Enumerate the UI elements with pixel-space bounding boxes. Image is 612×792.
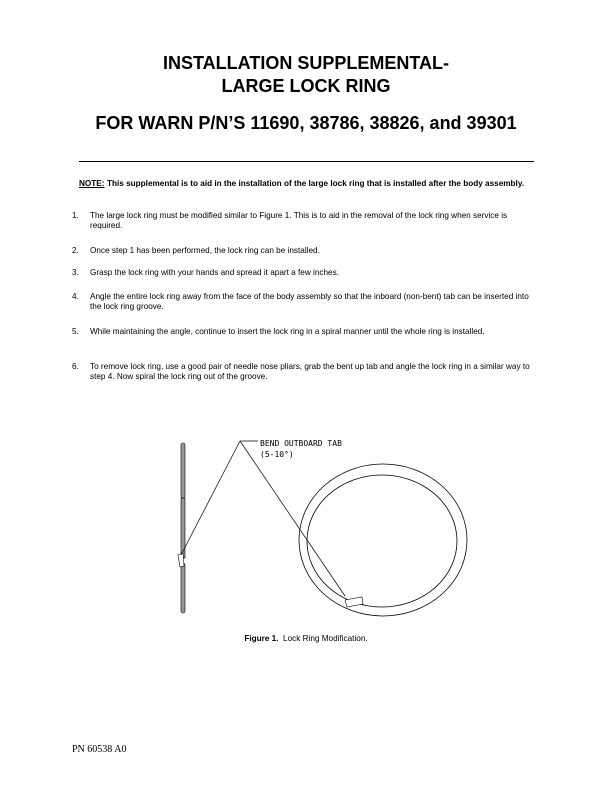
callout-leader xyxy=(181,441,345,596)
step-text: The large lock ring must be modified similar to Figure 1. This is to aid in the removal of the lock ring when service is required. xyxy=(90,211,508,230)
step-number: 5. xyxy=(72,327,79,336)
caption-label: Figure 1. xyxy=(244,634,279,643)
part-number: PN 60538 A0 xyxy=(72,744,127,755)
caption-text: Lock Ring Modification. xyxy=(283,634,368,643)
step-number: 1. xyxy=(72,211,79,220)
step-text: Grasp the lock ring with your hands and spread it apart a few inches. xyxy=(90,268,339,277)
step-number: 2. xyxy=(72,246,79,255)
callout-label-line-1: BEND OUTBOARD TAB xyxy=(260,439,342,448)
step-number: 3. xyxy=(72,268,79,277)
subtitle: FOR WARN P/N’S 11690, 38786, 38826, and 39301 xyxy=(95,113,517,133)
figure-caption xyxy=(0,634,612,643)
lock-ring-side-view xyxy=(178,443,185,613)
lock-ring-front-view xyxy=(299,464,467,616)
step-text: To remove lock ring, use a good pair of needle nose pliars, grab the bent up tab and angle the lock ring in a similar way to step 4. Now spiral the lock ring out of the groove. xyxy=(90,362,530,381)
title-line-2: LARGE LOCK RING xyxy=(221,76,391,96)
callout-label-line-2: (5-10°) xyxy=(260,450,294,459)
bent-tab xyxy=(178,553,184,567)
note-label: NOTE: xyxy=(79,179,105,188)
note-text: This supplemental is to aid in the installation of the large lock ring that is installed after the body assembly. xyxy=(107,179,525,188)
step-text: Angle the entire lock ring away from the face of the body assembly so that the inboard (non-bent) tab can be inserted into the lock ring groove. xyxy=(90,292,529,311)
step-text: Once step 1 has been performed, the lock ring can be installed. xyxy=(90,246,320,255)
step-text: While maintaining the angle, continue to insert the lock ring in a spiral manner until the whole ring is installed. xyxy=(90,327,485,336)
title-line-1: INSTALLATION SUPPLEMENTAL- xyxy=(163,53,449,73)
step-number: 4. xyxy=(72,292,79,301)
step-number: 6. xyxy=(72,362,79,371)
